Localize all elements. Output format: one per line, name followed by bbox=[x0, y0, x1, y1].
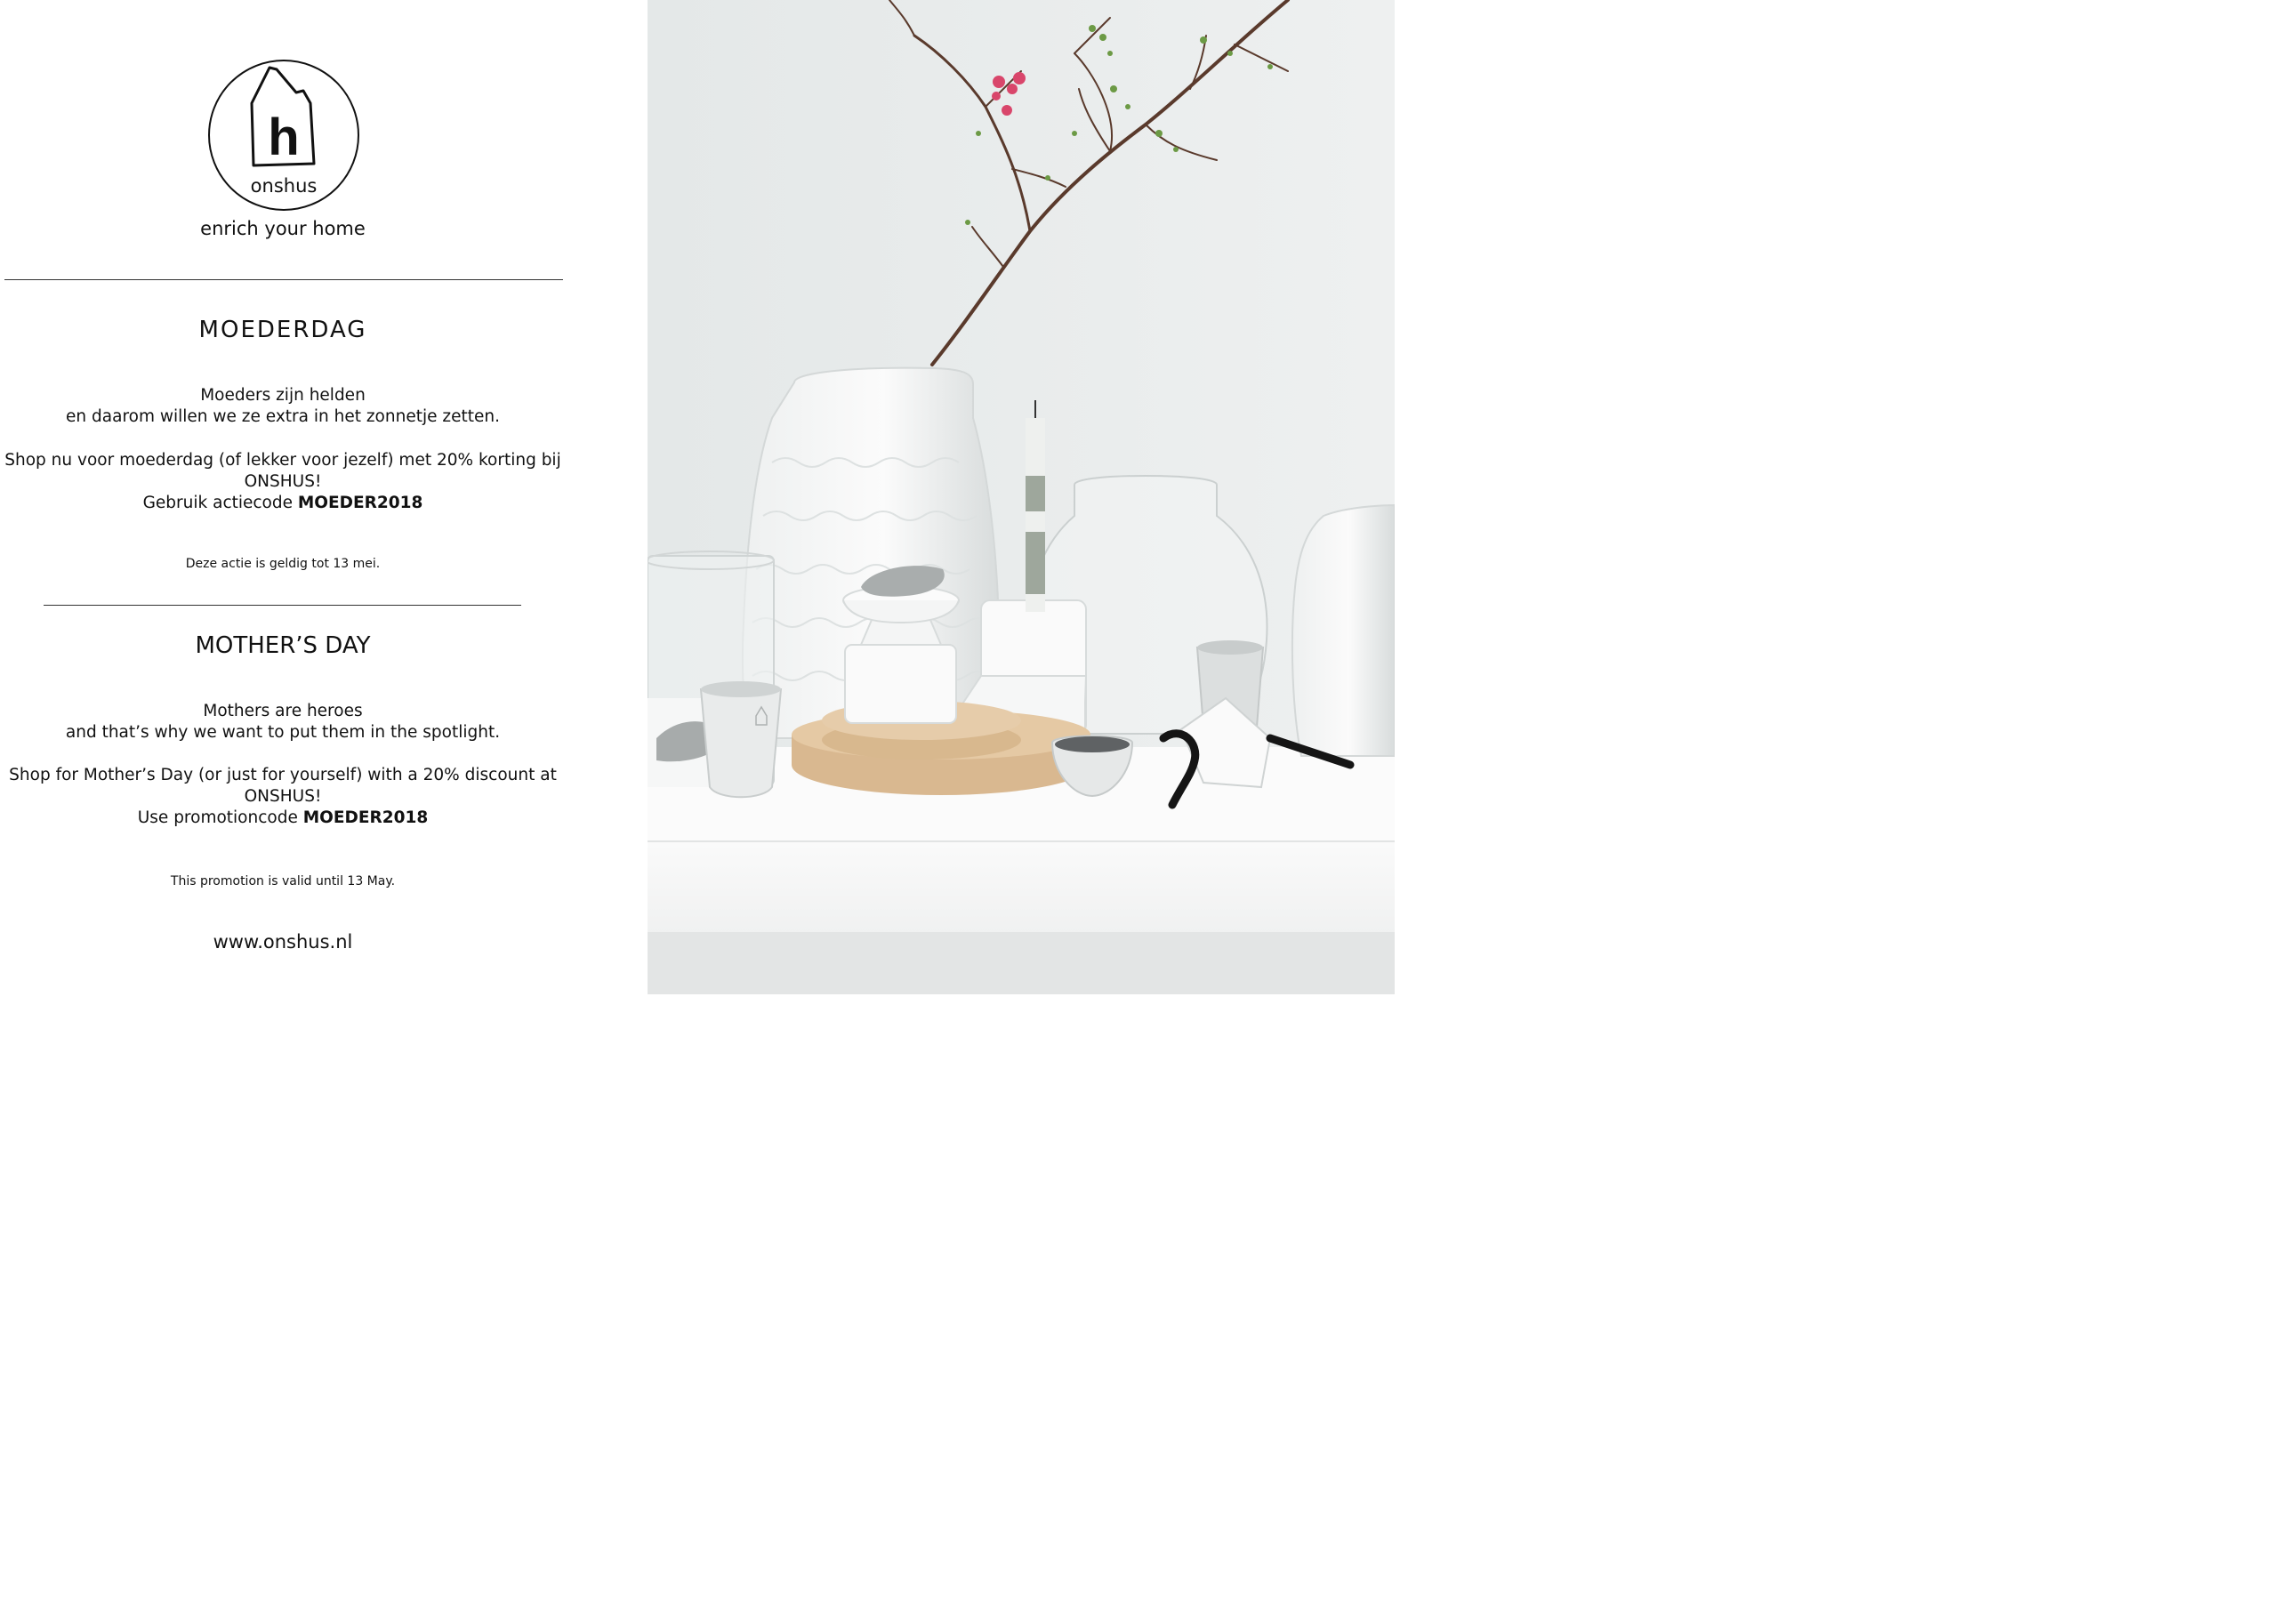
dutch-intro-line2: en daarom willen we ze extra in het zonnetje zetten. bbox=[66, 407, 500, 426]
divider bbox=[4, 279, 563, 280]
english-promo-code-line bbox=[0, 808, 566, 829]
tagline: enrich your home bbox=[200, 218, 366, 239]
pedestal bbox=[845, 645, 956, 723]
dutch-promo-code-line bbox=[0, 493, 566, 514]
dutch-intro bbox=[0, 385, 566, 428]
english-promo-code: MOEDER2018 bbox=[302, 808, 429, 827]
dutch-offer bbox=[0, 450, 566, 514]
dutch-promo-code: MOEDER2018 bbox=[297, 494, 423, 512]
dutch-code-prefix: Gebruik actiecode bbox=[142, 494, 298, 512]
english-code-prefix: Use promotioncode bbox=[137, 808, 303, 827]
product-photo bbox=[648, 0, 1395, 994]
dutch-validity: Deze actie is geldig tot 13 mei. bbox=[185, 557, 381, 571]
english-validity: This promotion is valid until 13 May. bbox=[170, 874, 396, 888]
right-vase bbox=[1292, 505, 1395, 756]
divider bbox=[44, 605, 521, 606]
english-intro-line1: Mothers are heroes bbox=[203, 702, 363, 720]
cup-left bbox=[701, 689, 781, 797]
heading-english: MOTHER’S DAY bbox=[195, 632, 371, 659]
english-offer bbox=[0, 765, 566, 829]
dutch-offer-line2: ONSHUS! bbox=[244, 472, 322, 491]
website-link[interactable]: www.onshus.nl bbox=[213, 931, 353, 953]
english-offer-line1: Shop for Mother’s Day (or just for yourself) with a 20% discount at bbox=[9, 766, 557, 784]
english-offer-line2: ONSHUS! bbox=[244, 787, 322, 806]
english-intro-line2: and that’s why we want to put them in the spotlight. bbox=[65, 723, 501, 742]
logo-letter: h bbox=[268, 109, 300, 166]
heading-dutch: MOEDERDAG bbox=[198, 317, 367, 343]
dutch-offer-line1: Shop nu voor moederdag (of lekker voor jezelf) met 20% korting bij bbox=[4, 451, 561, 470]
shelf-shadow bbox=[648, 932, 1395, 994]
promo-text-panel bbox=[0, 0, 648, 994]
dutch-intro-line1: Moeders zijn helden bbox=[200, 386, 366, 405]
product-scene bbox=[648, 0, 1395, 994]
shelf-front bbox=[648, 841, 1395, 934]
onshus-logo bbox=[207, 59, 360, 212]
english-intro bbox=[0, 701, 566, 744]
logo-name: onshus bbox=[250, 175, 318, 197]
